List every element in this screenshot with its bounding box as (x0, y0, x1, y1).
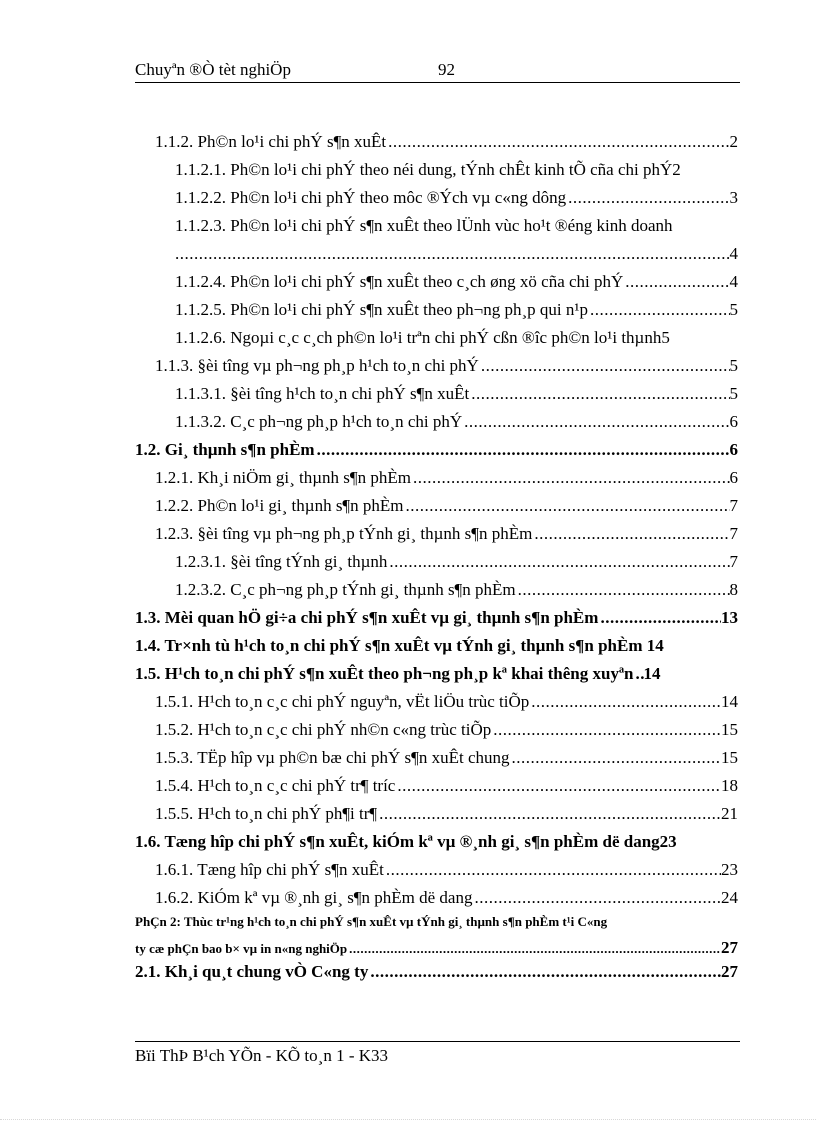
toc-entry[interactable] (155, 888, 738, 912)
toc-entry[interactable] (175, 188, 738, 212)
toc-dot-leader (493, 720, 721, 740)
header-page-number: 92 (438, 60, 455, 79)
toc-entry-label: 1.4. Tr×nh tù h¹ch to¸n chi phÝ s¶n xuÊt vµ tÝnh gi¸ thµnh s¶n phÈm 14 (135, 636, 664, 655)
toc-entry[interactable] (155, 804, 738, 828)
toc-dot-leader (534, 524, 729, 544)
toc-entry-page: 7 (729, 496, 738, 515)
toc-entry-label: 1.2.3.1. §èi tîng tÝnh gi¸ thµnh (175, 552, 388, 571)
toc-entry-label: 1.2.1. Kh¸i niÖm gi¸ thµnh s¶n phÈm (155, 468, 411, 487)
toc-entry-page: 8 (729, 580, 738, 599)
toc-dot-leader (464, 412, 729, 432)
page-edge-divider (0, 1119, 816, 1120)
toc-entry-label: 1.6.2. KiÓm kª vµ ®¸nh gi¸ s¶n phÈm dë dang (155, 888, 473, 907)
toc-entry[interactable] (155, 468, 738, 492)
toc-entry[interactable] (135, 914, 738, 934)
toc-dot-leader (388, 132, 729, 152)
toc-entry-label: 1.1.2.3. Ph©n lo¹i chi phÝ s¶n xuÊt theo lÜnh vùc ho¹t ®éng kinh doanh (175, 216, 673, 235)
toc-dot-leader (397, 776, 721, 796)
toc-entry[interactable] (175, 272, 738, 296)
toc-entry-label: 1.2.2. Ph©n lo¹i gi¸ thµnh s¶n phÈm (155, 496, 404, 515)
toc-entry-label: 1.5.3. TËp hîp vµ ph©n bæ chi phÝ s¶n xuÊt chung (155, 748, 510, 767)
toc-entry-page: 24 (721, 888, 738, 907)
toc-dot-leader (389, 552, 729, 572)
toc-entry-page: 5 (729, 300, 738, 319)
toc-dot-leader (406, 496, 730, 516)
toc-dot-leader (568, 188, 729, 208)
toc-entry[interactable] (135, 636, 738, 660)
toc-entry-label: 1.1.2.6. Ngoµi c¸c c¸ch ph©n lo¹i trªn chi phÝ cßn ®îc ph©n lo¹i thµnh5 (175, 328, 670, 347)
toc-dot-leader (471, 384, 729, 404)
toc-entry[interactable] (155, 748, 738, 772)
toc-entry-page: 27 (721, 938, 738, 957)
toc-entry-page: 6 (729, 468, 738, 487)
toc-entry-label: 1.5.5. H¹ch to¸n chi phÝ ph¶i tr¶ (155, 804, 378, 823)
toc-entry[interactable] (135, 962, 738, 986)
page-footer (135, 1041, 740, 1065)
toc-dot-leader (636, 664, 644, 684)
toc-dot-leader (474, 888, 721, 908)
toc-dot-leader (625, 272, 729, 292)
toc-entry-label: 2.1. Kh¸i qu¸t chung vÒ C«ng ty (135, 962, 369, 981)
toc-entry-label: 1.1.2.4. Ph©n lo¹i chi phÝ s¶n xuÊt theo c¸ch øng xö cña chi phÝ (175, 272, 624, 291)
toc-entry-label: 1.1.3. §èi tîng vµ ph¬ng ph¸p h¹ch to¸n chi phÝ (155, 356, 479, 375)
toc-entry-label: 1.2.3. §èi tîng vµ ph¬ng ph¸p tÝnh gi¸ thµnh s¶n phÈm (155, 524, 533, 543)
toc-entry-label: 1.1.2.5. Ph©n lo¹i chi phÝ s¶n xuÊt theo ph¬ng ph¸p qui n¹p (175, 300, 588, 319)
toc-entry[interactable] (175, 384, 738, 408)
toc-entry-label: 1.1.2.2. Ph©n lo¹i chi phÝ theo môc ®Ých vµ c«ng dông (175, 188, 567, 207)
toc-entry-label: 1.2.3.2. C¸c ph¬ng ph¸p tÝnh gi¸ thµnh s¶n phÈm (175, 580, 516, 599)
toc-entry-label: 1.6. Tæng hîp chi phÝ s¶n xuÊt, kiÓm kª vµ ®¸nh gi¸ s¶n phÈm dë dang23 (135, 832, 677, 851)
toc-entry-label: 1.2. Gi¸ thµnh s¶n phÈm (135, 440, 315, 459)
toc-entry[interactable] (155, 524, 738, 548)
toc-entry-continuation[interactable] (175, 244, 738, 268)
toc-entry-label: 1.6.1. Tæng hîp chi phÝ s¶n xuÊt (155, 860, 384, 879)
toc-entry-label: PhÇn 2: Thùc tr¹ng h¹ch to¸n chi phÝ s¶n xuÊt vµ tÝnh gi¸ thµnh s¶n phÈm t¹i C«ng (135, 914, 608, 929)
toc-entry-page: 23 (721, 860, 738, 879)
toc-entry-page: 2 (729, 132, 738, 151)
toc-dot-leader (518, 580, 730, 600)
toc-entry[interactable] (135, 440, 738, 464)
toc-entry-label: 1.5.4. H¹ch to¸n c¸c chi phÝ tr¶ tríc (155, 776, 396, 795)
toc-entry-label: 1.1.3.2. C¸c ph¬ng ph¸p h¹ch to¸n chi phÝ (175, 412, 463, 431)
toc-entry-page: 21 (721, 804, 738, 823)
toc-entry-page: 6 (729, 412, 738, 431)
toc-entry-label: 1.1.3.1. §èi tîng h¹ch to¸n chi phÝ s¶n xuÊt (175, 384, 470, 403)
toc-entry-page: 5 (729, 356, 738, 375)
toc-entry-label: 1.1.2. Ph©n lo¹i chi phÝ s¶n xuÊt (155, 132, 387, 151)
toc-dot-leader (531, 692, 721, 712)
toc-entry-page: 3 (729, 188, 738, 207)
toc-entry[interactable] (175, 160, 745, 184)
toc-entry[interactable] (155, 692, 738, 716)
toc-entry-label: 1.3. Mèi quan hÖ gi÷a chi phÝ s¶n xuÊt vµ gi¸ thµnh s¶n phÈm (135, 608, 599, 627)
toc-entry[interactable] (175, 216, 745, 240)
toc-entry-page: 5 (729, 384, 738, 403)
toc-entry-page: 15 (721, 720, 738, 739)
toc-entry-page: 4 (729, 272, 738, 291)
toc-entry[interactable] (175, 580, 738, 604)
toc-entry-page: 14 (643, 664, 661, 683)
footer-author: Bïi ThÞ B¹ch YÕn - KÕ to¸n 1 - K33 (135, 1046, 389, 1065)
toc-entry[interactable] (175, 300, 738, 324)
toc-entry-page: 7 (729, 552, 738, 571)
toc-dot-leader (590, 300, 730, 320)
toc-dot-leader (386, 860, 721, 880)
toc-entry[interactable] (175, 328, 745, 352)
toc-dot-leader (349, 941, 721, 957)
toc-dot-leader (481, 356, 730, 376)
toc-dot-leader (413, 468, 730, 488)
toc-entry-page: 6 (729, 440, 738, 459)
toc-entry-label: 1.1.2.1. Ph©n lo¹i chi phÝ theo néi dung, tÝnh chÊt kinh tÕ cña chi phÝ2 (175, 160, 681, 179)
toc-entry-label: ty cæ phÇn bao b× vµ in n«ng nghiÖp (135, 941, 348, 956)
toc-dot-leader (317, 440, 730, 460)
toc-dot-leader (379, 804, 721, 824)
toc-entry[interactable] (155, 132, 738, 156)
toc-entry[interactable] (155, 860, 738, 884)
toc-entry[interactable] (175, 412, 738, 436)
toc-entry-page: 13 (721, 608, 738, 627)
toc-dot-leader (175, 244, 730, 264)
toc-entry[interactable] (155, 356, 738, 380)
toc-dot-leader (370, 962, 721, 982)
toc-entry[interactable] (155, 496, 738, 520)
toc-entry-page: 18 (721, 776, 738, 795)
toc-entry-label: 1.5.2. H¹ch to¸n c¸c chi phÝ nh©n c«ng trùc tiÕp (155, 720, 492, 739)
toc-dot-leader (600, 608, 721, 628)
toc-dot-leader (512, 748, 721, 768)
toc-entry[interactable] (135, 832, 750, 856)
toc-entry[interactable] (155, 720, 738, 744)
toc-entry[interactable] (135, 608, 738, 632)
toc-entry-page: 4 (729, 244, 738, 263)
toc-entry-label: 1.5.1. H¹ch to¸n c¸c chi phÝ nguyªn, vËt liÖu trùc tiÕp (155, 692, 530, 711)
toc-entry-label: 1.5. H¹ch to¸n chi phÝ s¶n xuÊt theo ph¬ng ph¸p kª khai thêng xuyªn (135, 664, 634, 683)
toc-entry-page: 14 (721, 692, 738, 711)
toc-entry-page: 7 (729, 524, 738, 543)
toc-entry-page: 27 (721, 962, 738, 981)
header-title: Chuyªn ®Ò tèt nghiÖp (135, 60, 291, 79)
toc-entry[interactable] (135, 664, 738, 688)
toc-entry[interactable] (175, 552, 738, 576)
toc-entry[interactable] (155, 776, 738, 800)
toc-entry-page: 15 (721, 748, 738, 767)
toc-entry-continuation[interactable] (135, 938, 738, 958)
